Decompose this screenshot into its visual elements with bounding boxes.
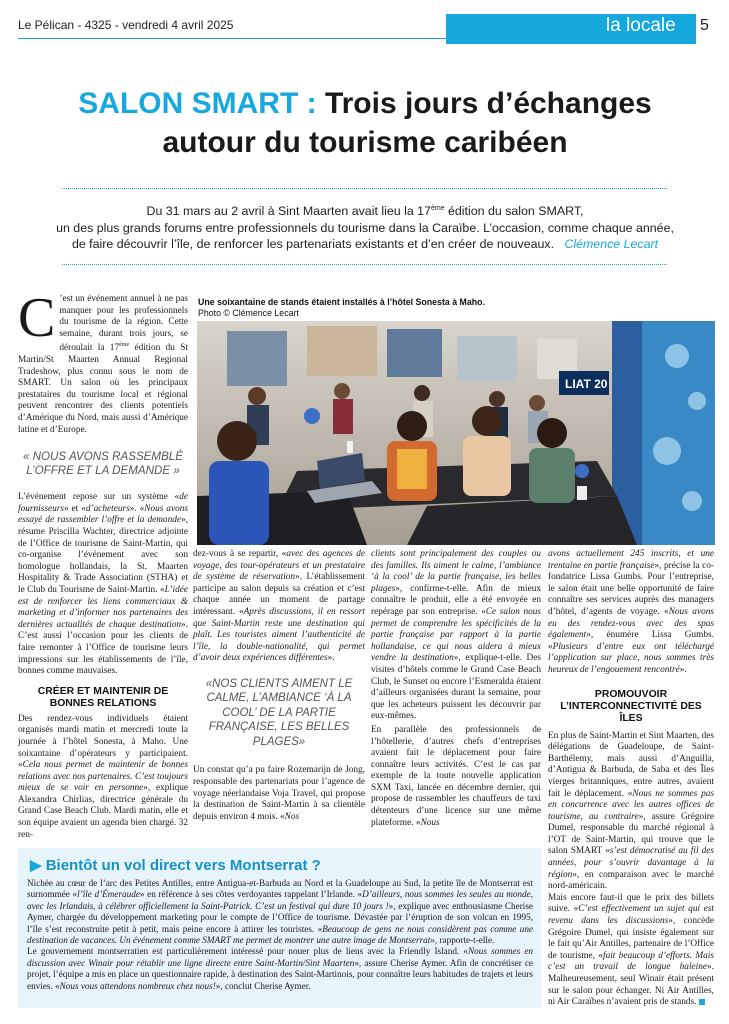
column-1 <box>18 287 189 841</box>
article-intro <box>40 201 690 253</box>
dropcap: C <box>18 287 56 349</box>
arrow-icon: ▶ <box>30 857 42 874</box>
tradeshow-illustration <box>197 321 715 545</box>
column-3 <box>371 549 541 829</box>
masthead: Le Pélican - 4325 - vendredi 4 avril 2025 <box>18 18 234 32</box>
col4-paragraph-3: Mais encore faut-il que le prix des billets suive. «C’est effectivement un sujet qui est revenu dans les discussions», concède Grégoire Dumel, qui insiste également sur le fait qu’Air Antilles, partenaire de l’Office de tourisme, «fait beaucoup d’efforts. Mais c’est un travail de longue haleine». Malheureusement, seul Winair était présent sur le salon pour échanger. Ni Air Antilles, ni Air Caraïbes n’avaient pris de stands. <box>548 892 715 1008</box>
intro-line1-end: édition du salon SMART, <box>444 204 584 219</box>
pull-quote-1: « NOUS AVONS RASSEMBLÉ L’OFFRE ET LA DEMANDE » <box>22 450 183 478</box>
caption-text: Une soixantaine de stands étaient installés à l’hôtel Sonesta à Maho. <box>198 297 485 307</box>
tradeshow-photo <box>197 321 715 545</box>
subhead-relations: CRÉER ET MAINTENIR DE BONNES RELATIONS <box>37 685 169 709</box>
intro-sup: ème <box>430 205 445 212</box>
title-line1: Trois jours d’échanges <box>324 87 652 120</box>
col4-paragraph-1: avons actuellement 245 inscrits, et une trentaine en partie française», précise la co-fondatrice Lissa Gumbs. Pour l’entreprise, le salon était une belle opportunité de faire connaître ses services auprès des managers d’hôtel, d’agents de voyage. «Nous avons eu des rendez-vous avec des spas également», énumère Lissa Gumbs. «Plusieurs d’entre eux ont téléchargé l’application sur place, nous sommes très heureux de l’engouement rencontré». <box>548 549 714 675</box>
col3-paragraph-1: clients sont principalement des couples ou des familles. Ils aiment le calme, l’ambiance ‘à la cool’ de la partie française, les belles plages», confirme-t-elle. Afin de mieux connaître le produit, elle a été envoyée en repérage par son entreprise. «Ce salon nous permet de comprendre les spécificités de la partie française par rapport à la partie hollandaise, ce qui nous aidera à mieux vendre la destination», explique-t-elle. Des visites d’hôtels comme le Grand Case Beach Club, le Sunset ou encore l’Esmeralda étaient d’ailleurs organisées durant la semaine, pour que les acheteurs puissent les découvrir par eux-mêmes. <box>371 549 542 722</box>
box-title-text: Bientôt un vol direct vers Montserrat ? <box>45 857 321 874</box>
article-title <box>40 84 690 162</box>
intro-line2: un des plus grands forums entre professionnels du tourisme dans la Caraïbe. L’occasion, comme chaque année, <box>56 220 674 235</box>
column-4 <box>548 549 714 1009</box>
col4-paragraph-2: En plus de Saint-Martin et Sint Maarten, des délégations de Guadeloupe, de Saint-Barthélemy, mais aussi d’Anguilla, d’Antigua & Barbuda, de Saba et des Îles vierges britanniques, entre autres, avaient fait le déplacement. «Nous ne sommes pas en concurrence avec les autres offices de tourisme, au contraire», assure Grégoire Dumel, responsable du marché régional à l’OT de Saint-Martin, qui trouve que le salon SMART «s’est démocratisé au fil des années, pour s’ouvrir davantage à la région», en comparaison avec le marché nord-américain. <box>548 730 714 892</box>
box-paragraph-1: Nichée au cœur de l’arc des Petites Antilles, entre Antigua-et-Barbuda au Nord et la Guadeloupe au Sud, la petite île de Montserrat est surnommée «l’île d’Émeraude» en référence à ses côtes verdoyantes rappelant l’Irlande. «D’ailleurs, nous sommes les seules au monde, avec les Irlandais, à célébrer officiellement la Saint-Patrick. C’est un festival qui dure 10 jours !», explique avec enthousiasme Cherise Aymer, chargée du développement marketing pour le compte de l’Office de tourisme. Dévastée par l’éruption de son volcan en 1995, l’île s’est reconstruite petit à petit, mais peine encore à attirer les touristes. «Beaucoup de gens ne nous considèrent pas comme une destination de vacances. Un événement comme SMART me permet de montrer une autre image de Montserrat», rapporte-t-elle. <box>27 878 533 946</box>
col3-paragraph-2: En parallèle des professionnels de l’hôtellerie, d’autres chefs d’entreprises avaient fait le déplacement pour faire connaître leurs activités. C’est le cas par exemple de la toute nouvelle application SXM Taxi, lancée en décembre dernier, qui propose de rassembler les chauffeurs de taxi détenteurs d’une licence sur une même plateforme. «Nous <box>371 724 541 828</box>
divider-bottom <box>62 264 667 265</box>
col2-paragraph-2: Un constat qu’a pu faire Rozemarijn de Jong, responsable des partenariats pour l’agence de voyage néerlandaise Voja Travel, qui propose la destination de Saint-Martin à sa clientèle depuis environ 4 mois. «Nos <box>193 765 365 822</box>
box-body <box>27 878 533 992</box>
photo-caption <box>198 297 708 319</box>
title-accent: SALON SMART : <box>78 87 317 120</box>
box-title <box>30 856 321 874</box>
header-rule <box>18 38 446 39</box>
intro-line1: Du 31 mars au 2 avril à Sint Maarten avait lieu la 17 <box>146 204 431 219</box>
photo-credit: Photo © Clémence Lecart <box>198 308 299 318</box>
col1-paragraph-2: L’événement repose sur un système «de fournisseurs» et «d’acheteurs». «Nous avons essayé de rassembler l’offre et la demande», résume Priscilla Wachter, directrice adjointe de l’Office de tourisme de Saint-Martin, qui co-organise l’événement avec son homologue hollandais, la St. Maarten Hospitality & Trade Association (STHA) et le Club du Tourisme de Saint-Martin. «L’idée est de renforcer les liens commerciaux & marketing et d’informer nos partenaires des dernières actualités de chaque destination». C’est aussi l’occasion pour les clients de faire remonter à l’Office de tourisme leurs impressions sur les établissements de l’île, bonnes comme mauvaises. <box>18 492 188 677</box>
col1-paragraph-1: C ’est un événement annuel à ne pas manquer pour les professionnels du tourisme de la région. Cette semaine, durant trois jours, se déroulait la 17ème édition du St Martin/St Maarten Annual Regional Tradeshow, plus connu sous le nom de SMART. Un salon où les principaux prestataires du tourisme local et régional peuvent rencontrer des clients potentiels d’Amérique du Nord, mais aussi d’Amérique latine et d’Europe. <box>18 287 189 435</box>
intro-line3: de faire découvrir l’île, de renforcer les partenariats existants et d’en créer de nouveaux. <box>71 237 555 252</box>
divider-top <box>62 188 667 189</box>
page-number: 5 <box>700 17 709 34</box>
box-paragraph-2: Le gouvernement montserratien est particulièrement intéressé pour nouer plus de liens avec la Friendly Island. «Nous sommes en discussion avec Winair pour rétablir une ligne directe entre Saint-Martin/Sint Maarten», assure Cherise Aymer. Afin de concrétiser ce projet, l’équipe a mis en place un questionnaire rapide, à destination des Saint-Martinois, pour connaître leurs habitudes de trajets et leurs envies. «Nous vous attendons nombreux chez nous!», conclut Cherise Aymer. <box>27 946 534 991</box>
section-label: la locale <box>606 15 676 36</box>
end-mark-icon <box>699 999 705 1005</box>
pull-quote-2: «NOS CLIENTS AIMENT LE CALME, L’AMBIANCE ‘À LA COOL’ DE LA PARTIE FRANÇAISE, LES BELLES PLAGES» <box>205 677 353 748</box>
banner-text: LIAT 20 <box>565 377 608 391</box>
author-byline: Clémence Lecart <box>564 237 659 252</box>
col1-paragraph-3: Des rendez-vous individuels étaient organisés mardi matin et mercredi toute la journée à l’hôtel Sonesta, à Maho. Une soixantaine d’opérateurs y participaient. «Cela nous permet de maintenir de bonnes relations avec nos partenaires. C’est toujours mieux de se voir en personne», explique Alexandra Chirlias, directrice générale du Grand Case Beach Club. Mardi matin, elle et son équipe avaient un agenda bien chargé. 32 ren- <box>18 713 189 840</box>
col2-paragraph-1: dez-vous à se repartir, «avec des agences de voyage, des tour-opérateurs et un prestataire de système de réservation». L’établissement participe au salon depuis sa création et c’est chaque année un moment de partage intéressant. «Après discussions, il en ressort que Saint-Martin reste une destination qui plaît. Les touristes aiment l’authenticité de l’île, la double-nationalité, qui permet d’avoir deux expériences différentes». <box>193 549 365 664</box>
column-2 <box>193 549 365 823</box>
subhead-interconnectivity: PROMOUVOIR L’INTERCONNECTIVITÉ DES ÎLES <box>560 688 702 724</box>
title-line2: autour du tourisme caribéen <box>162 126 568 159</box>
